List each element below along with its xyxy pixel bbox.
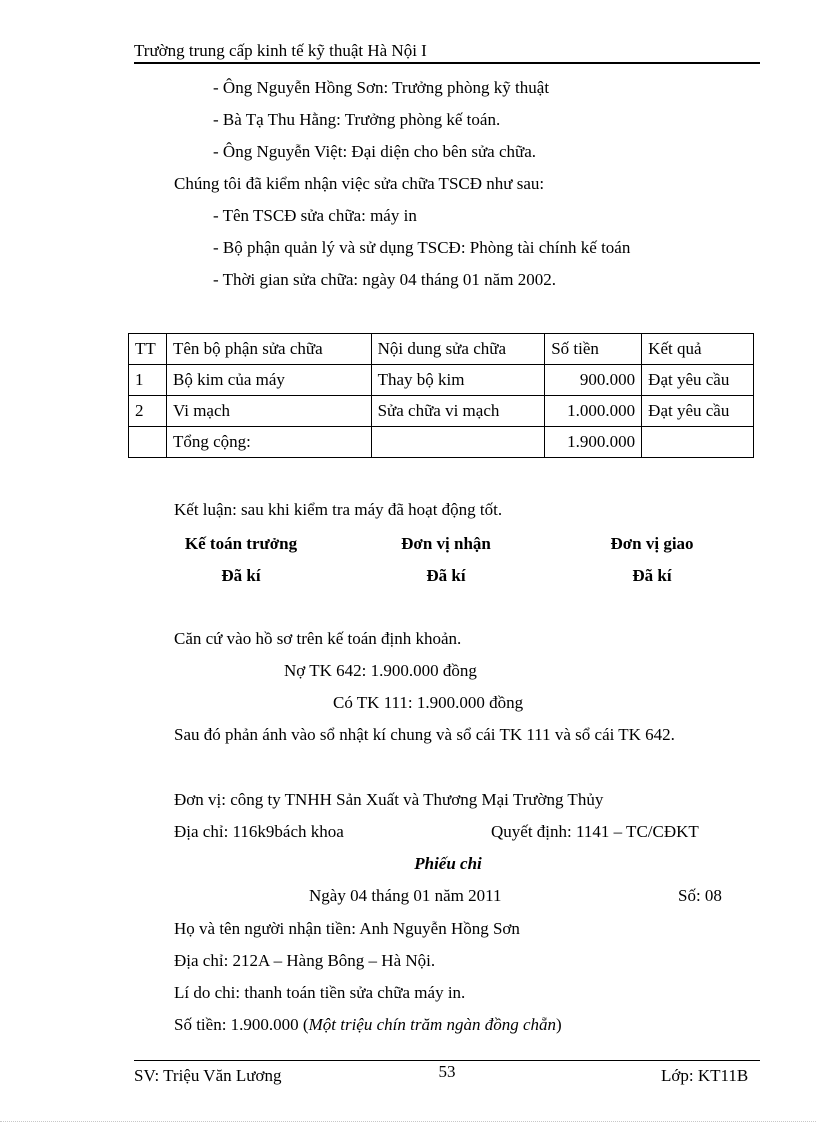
detail-line-2: - Bộ phận quản lý và sử dụng TSCĐ: Phòng tài chính kế toán xyxy=(213,238,631,257)
voucher-reason: Lí do chi: thanh toán tiền sửa chữa máy in. xyxy=(174,983,466,1002)
voucher-amount xyxy=(174,1016,562,1033)
repair-table xyxy=(128,333,754,458)
conclusion-text: Kết luận: sau khi kiểm tra máy đã hoạt động tốt. xyxy=(174,500,503,519)
header-result: Kết quả xyxy=(642,334,754,365)
signature-title-deliverer: Đơn vị giao xyxy=(610,534,694,553)
footer-student: SV: Triệu Văn Lương xyxy=(134,1066,282,1085)
cell-tt: 2 xyxy=(129,396,167,427)
voucher-date: Ngày 04 tháng 01 năm 2011 xyxy=(309,886,502,905)
voucher-decision: Quyết định: 1141 – TC/CĐKT xyxy=(491,822,699,841)
table-row xyxy=(129,365,754,396)
cell-content: Sửa chữa vi mạch xyxy=(371,396,545,427)
cell-content xyxy=(371,427,545,458)
accounting-credit: Có TK 111: 1.900.000 đồng xyxy=(333,693,524,712)
detail-line-1: - Tên TSCĐ sửa chữa: máy in xyxy=(213,206,417,225)
page-bottom-rule xyxy=(0,1121,816,1122)
voucher-amount-close: ) xyxy=(556,1015,562,1034)
voucher-recipient-address: Địa chỉ: 212A – Hàng Bông – Hà Nội. xyxy=(174,951,436,970)
cell-total-label: Tổng cộng: xyxy=(166,427,371,458)
header-amount: Số tiền xyxy=(545,334,642,365)
member-line-2: - Bà Tạ Thu Hằng: Trưởng phòng kế toán. xyxy=(213,110,501,129)
header-school: Trường trung cấp kinh tế kỹ thuật Hà Nội I xyxy=(134,41,427,60)
signature-status-receiver: Đã kí xyxy=(426,566,466,585)
accounting-debit: Nợ TK 642: 1.900.000 đồng xyxy=(284,661,477,680)
table-row xyxy=(129,396,754,427)
voucher-unit: Đơn vị: công ty TNHH Sản Xuất và Thương Mại Trường Thủy xyxy=(174,790,604,809)
footer-divider xyxy=(134,1060,760,1061)
header-content: Nội dung sửa chữa xyxy=(371,334,545,365)
voucher-title: Phiếu chi xyxy=(414,854,482,873)
voucher-number: Số: 08 xyxy=(678,886,722,905)
member-line-3: - Ông Nguyễn Việt: Đại diện cho bên sửa chữa. xyxy=(213,142,537,161)
intro-text: Chúng tôi đã kiểm nhận việc sửa chữa TSCĐ như sau: xyxy=(174,174,545,193)
cell-result: Đạt yêu cầu xyxy=(642,365,754,396)
detail-line-3: - Thời gian sửa chữa: ngày 04 tháng 01 năm 2002. xyxy=(213,270,556,289)
cell-result: Đạt yêu cầu xyxy=(642,396,754,427)
footer-page-number: 53 xyxy=(438,1062,456,1081)
cell-total-amount: 1.900.000 xyxy=(545,427,642,458)
member-line-1: - Ông Nguyễn Hồng Sơn: Trưởng phòng kỹ thuật xyxy=(213,78,550,97)
cell-tt: 1 xyxy=(129,365,167,396)
signature-title-chief-accountant: Kế toán trưởng xyxy=(184,534,298,553)
cell-result xyxy=(642,427,754,458)
voucher-address: Địa chỉ: 116k9bách khoa xyxy=(174,822,344,841)
voucher-recipient: Họ và tên người nhận tiền: Anh Nguyễn Hồng Sơn xyxy=(174,919,520,938)
voucher-amount-words: Một triệu chín trăm ngàn đồng chẵn xyxy=(308,1015,557,1034)
table-header-row xyxy=(129,334,754,365)
table-total-row xyxy=(129,427,754,458)
accounting-posting: Sau đó phản ánh vào sổ nhật kí chung và sổ cái TK 111 và sổ cái TK 642. xyxy=(174,725,675,744)
footer-class: Lớp: KT11B xyxy=(661,1066,749,1085)
signature-status-deliverer: Đã kí xyxy=(632,566,672,585)
signature-status-chief-accountant: Đã kí xyxy=(221,566,261,585)
cell-amount: 1.000.000 xyxy=(545,396,642,427)
voucher-amount-label: Số tiền: 1.900.000 ( xyxy=(174,1015,309,1034)
signature-title-receiver: Đơn vị nhận xyxy=(401,534,491,553)
cell-content: Thay bộ kim xyxy=(371,365,545,396)
header-tt: TT xyxy=(129,334,167,365)
header-divider xyxy=(134,62,760,64)
cell-part: Bộ kim của máy xyxy=(166,365,371,396)
cell-tt xyxy=(129,427,167,458)
accounting-basis: Căn cứ vào hồ sơ trên kế toán định khoản. xyxy=(174,629,462,648)
cell-amount: 900.000 xyxy=(545,365,642,396)
header-part: Tên bộ phận sửa chữa xyxy=(166,334,371,365)
cell-part: Vi mạch xyxy=(166,396,371,427)
